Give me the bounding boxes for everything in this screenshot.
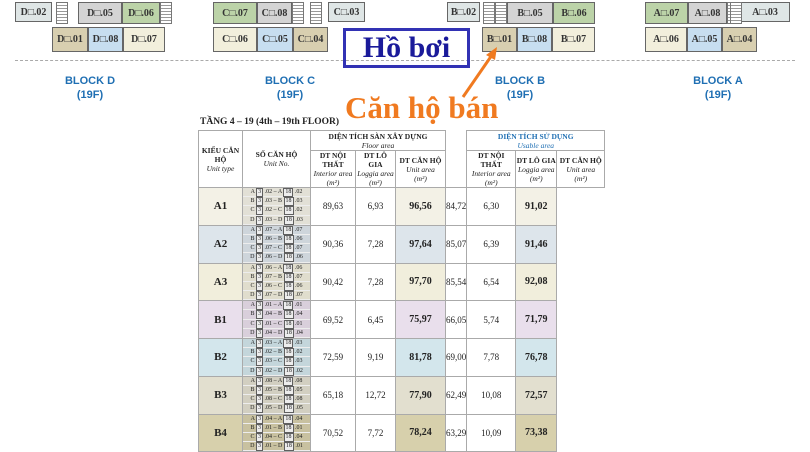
units-for-sale-label: Căn hộ bán [345,90,499,125]
plan-unit: B□.08 [517,27,552,52]
unit-numbers [243,188,311,226]
usable-interior-area: 84,72 [446,188,467,226]
header-interior: DT NỘI THẤT Interior area (m²) [311,151,356,188]
plan-unit: A□.03 [740,2,790,22]
header-usable-loggia: DT LÔ GIA Loggia area (m²) [516,151,557,188]
unit-range: B 3 .02 – B 18 .02 [243,348,310,357]
floor-unit-area: 97,70 [396,263,446,301]
unit-numbers [243,225,311,263]
floor-interior-area: 65,18 [311,376,356,414]
plan-unit: B□.06 [553,2,595,24]
usable-loggia-area: 10,08 [467,376,516,414]
floor-loggia-area: 7,28 [356,263,396,301]
plan-unit: D□.08 [88,27,123,52]
header-usable-interior: DT NỘI THẤT Interior area (m²) [467,151,516,188]
unit-numbers [243,263,311,301]
floor-unit-area: 77,90 [396,376,446,414]
floor-loggia-area: 6,45 [356,301,396,339]
unit-range: D 3 .03 – D 18 .03 [243,216,310,225]
unit-range: B 3 .07 – B 18 .07 [243,273,310,282]
plan-unit: A□.05 [687,27,722,52]
unit-numbers [243,301,311,339]
header-loggia: DT LÔ GIA Loggia area (m²) [357,151,394,187]
floor-unit-area: 78,24 [396,414,446,452]
usable-interior-area: 66,05 [446,301,467,339]
unit-range: B 3 .06 – B 18 .06 [243,235,310,244]
usable-unit-area: 71,79 [516,301,557,339]
unit-range: C 3 .04 – C 18 .04 [243,433,310,442]
usable-loggia-area: 6,54 [467,263,516,301]
table-row [199,225,605,263]
plan-unit: A□.08 [688,2,727,24]
floor-interior-area: 69,52 [311,301,356,339]
floor-interior-area: 90,36 [311,225,356,263]
floor-unit-area: 75,97 [396,301,446,339]
header-unit-type: KIỂU CĂN HỘ Unit type [199,131,243,188]
plan-unit: A□.06 [645,27,687,52]
usable-loggia-area: 5,74 [467,301,516,339]
area-table [198,130,605,452]
header-floor-area: DIỆN TÍCH SÀN XÂY DỰNG Floor area [311,131,446,151]
plan-unit: C□.03 [328,2,365,22]
unit-range: A 3 .03 – A 18 .03 [243,339,310,348]
header-usable-unit-area: DT CĂN HỘ Unit area (m²) [557,151,605,188]
table-row [199,339,605,377]
table-row [199,376,605,414]
plan-unit: A□.04 [722,27,757,52]
table-row [199,263,605,301]
usable-unit-area: 92,08 [516,263,557,301]
floor-table-title: TẦNG 4 – 19 (4th – 19th FLOOR) [200,117,340,127]
unit-type: A2 [199,225,243,263]
unit-range: D 3 .04 – D 18 .04 [243,329,310,338]
header-unit-no: SỐ CĂN HỘ Unit No. [243,131,311,188]
unit-range: C 3 .01 – C 18 .01 [243,320,310,329]
unit-range: B 3 .04 – B 18 .04 [243,310,310,319]
unit-range: B 3 .05 – B 18 .05 [243,386,310,395]
floor-unit-area: 97,64 [396,225,446,263]
plan-unit: C□.04 [293,27,328,52]
usable-interior-area: 63,29 [446,414,467,452]
usable-interior-area: 85,07 [446,225,467,263]
floor-interior-area: 70,52 [311,414,356,452]
header-unit-area: DT CĂN HỘ Unit area (m²) [396,151,446,188]
plan-unit: C□.05 [257,27,293,52]
plan-unit: C□.07 [213,2,257,24]
unit-range: D 3 .05 – D 18 .05 [243,404,310,413]
floor-loggia-area: 7,28 [356,225,396,263]
unit-numbers [243,376,311,414]
block-a-label: BLOCK A (19F) [693,75,743,101]
plan-unit: D□.05 [78,2,122,24]
unit-type: B1 [199,301,243,339]
floor-loggia-area: 7,72 [356,414,396,452]
usable-unit-area: 72,57 [516,376,557,414]
usable-interior-area: 62,49 [446,376,467,414]
unit-type: B4 [199,414,243,452]
table-row [199,188,605,226]
plan-unit: C□.08 [257,2,292,24]
block-d-label: BLOCK D (19F) [64,75,116,101]
plan-unit: B□.07 [552,27,595,52]
table-row [199,414,605,452]
plan-unit: D□.06 [122,2,160,24]
plan-unit: C□.06 [213,27,257,52]
plan-unit: B□.01 [482,27,517,52]
block-c-label: BLOCK C (19F) [264,75,316,101]
usable-loggia-area: 6,39 [467,225,516,263]
unit-range: A 3 .06 – A 18 .06 [243,264,310,273]
unit-range: A 3 .08 – A 18 .08 [243,377,310,386]
unit-range: D 3 .02 – D 18 .02 [243,367,310,376]
block-b-label: BLOCK B (19F) [494,75,546,101]
usable-interior-area: 85,54 [446,263,467,301]
usable-unit-area: 91,46 [516,225,557,263]
usable-loggia-area: 6,30 [467,188,516,226]
plan-unit: D□.01 [52,27,88,52]
usable-unit-area: 91,02 [516,188,557,226]
unit-numbers [243,414,311,452]
unit-type: B2 [199,339,243,377]
unit-type: A1 [199,188,243,226]
unit-range: D 3 .06 – D 18 .06 [243,253,310,262]
unit-range: A 3 .07 – A 18 .07 [243,226,310,235]
unit-range: C 3 .02 – C 18 .02 [243,206,310,215]
floor-loggia-area: 6,93 [356,188,396,226]
usable-interior-area: 69,00 [446,339,467,377]
unit-range: B 3 .01 – B 18 .01 [243,424,310,433]
floor-interior-area: 89,63 [311,188,356,226]
floor-unit-area: 96,56 [396,188,446,226]
unit-range: A 3 .02 – A 18 .02 [243,188,310,197]
floor-unit-area: 81,78 [396,339,446,377]
header-usable-area: DIỆN TÍCH SỬ DỤNG Usable area [467,131,605,151]
unit-range: D 3 .07 – D 18 .07 [243,291,310,300]
unit-range: A 3 .04 – A 18 .04 [243,415,310,424]
floor-loggia-area: 12,72 [356,376,396,414]
pool-label: Hồ bơi [343,28,470,68]
unit-type: B3 [199,376,243,414]
unit-range: C 3 .07 – C 18 .07 [243,244,310,253]
floor-interior-area: 90,42 [311,263,356,301]
table-row [199,301,605,339]
usable-loggia-area: 10,09 [467,414,516,452]
unit-range: C 3 .08 – C 18 .08 [243,395,310,404]
unit-range: C 3 .03 – C 18 .03 [243,357,310,366]
usable-unit-area: 73,38 [516,414,557,452]
unit-type: A3 [199,263,243,301]
plan-unit: A□.07 [645,2,688,24]
unit-numbers [243,339,311,377]
unit-range: D 3 .01 – D 18 .01 [243,442,310,451]
floor-interior-area: 72,59 [311,339,356,377]
unit-range: B 3 .03 – B 18 .03 [243,197,310,206]
floor-loggia-area: 9,19 [356,339,396,377]
plan-unit: D□.02 [15,2,52,22]
plan-unit: B□.05 [507,2,553,24]
usable-loggia-area: 7,78 [467,339,516,377]
plan-unit: B□.02 [447,2,480,22]
unit-range: C 3 .06 – C 18 .06 [243,282,310,291]
plan-unit: D□.07 [123,27,165,52]
usable-unit-area: 76,78 [516,339,557,377]
unit-range: A 3 .01 – A 18 .01 [243,301,310,310]
